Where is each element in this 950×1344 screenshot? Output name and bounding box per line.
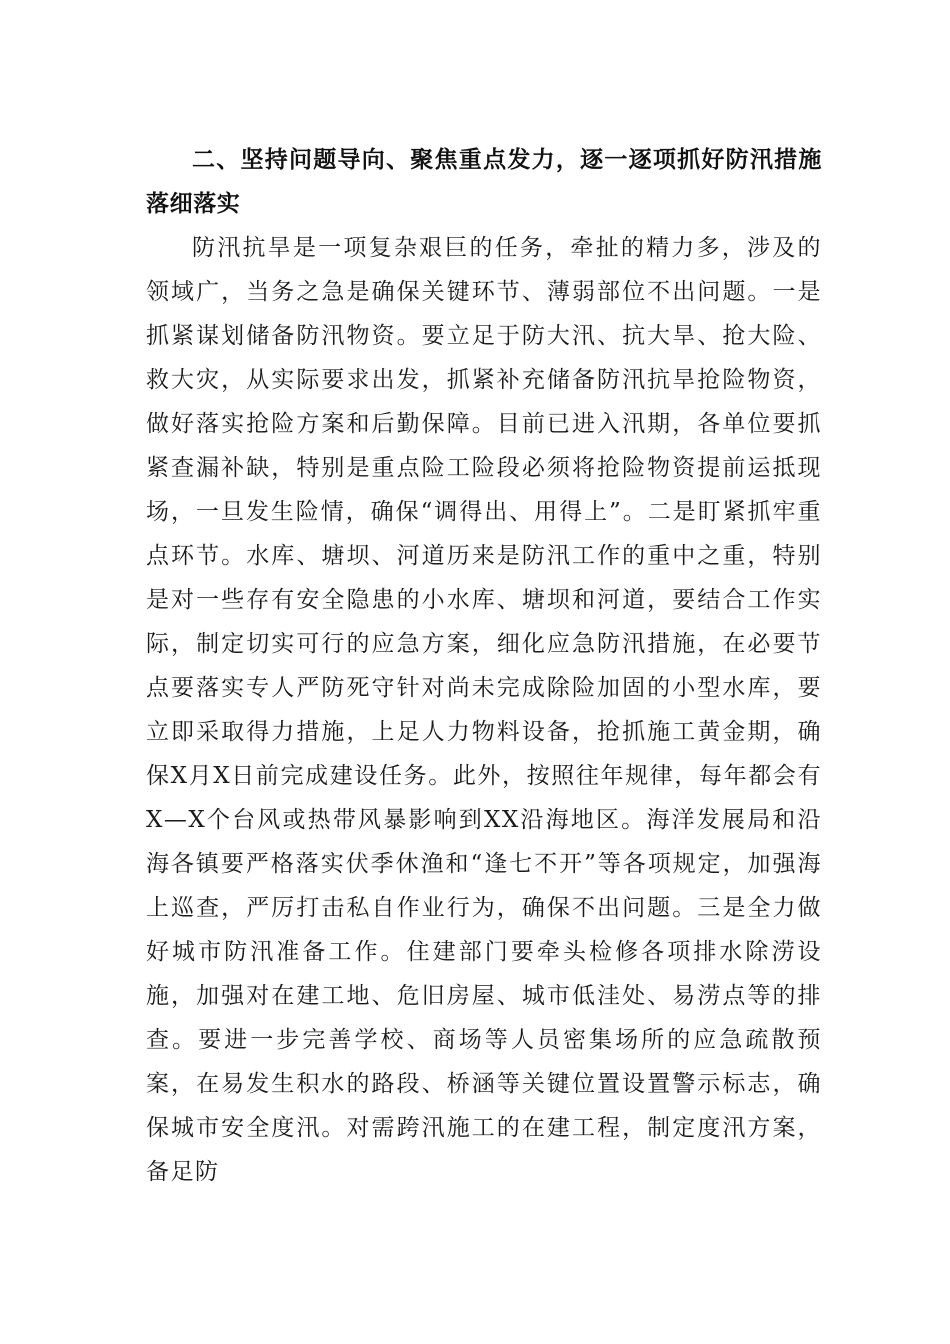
document-body — [146, 138, 822, 1194]
body-paragraph: 防汛抗旱是一项复杂艰巨的任务，牵扯的精力多，涉及的领域广，当务之急是确保关键环节、薄弱部位不出问题。一是抓紧谋划储备防汛物资。要立足于防大汛、抗大旱、抢大险、救大灾，从实际要求出发，抓紧补充储备防汛抗旱抢险物资，做好落实抢险方案和后勤保障。目前已进入汛期，各单位要抓紧查漏补缺，特别是重点险工险段必须将抢险物资提前运抵现场，一旦发生险情，确保“调得出、用得上”。二是盯紧抓牢重点环节。水库、塘坝、河道历来是防汛工作的重中之重，特别是对一些存有安全隐患的小水库、塘坝和河道，要结合工作实际，制定切实可行的应急方案，细化应急防汛措施，在必要节点要落实专人严防死守针对尚未完成除险加固的小型水库，要立即采取得力措施，上足人力物料设备，抢抓施工黄金期，确保X月X日前完成建设任务。此外，按照往年规律，每年都会有X—X个台风或热带风暴影响到XX沿海地区。海洋发展局和沿海各镇要严格落实伏季休渔和“逢七不开”等各项规定，加强海上巡查，严厉打击私自作业行为，确保不出问题。三是全力做好城市防汛准备工作。住建部门要牵头检修各项排水除涝设施，加强对在建工地、危旧房屋、城市低洼处、易涝点等的排查。要进一步完善学校、商场等人员密集场所的应急疏散预案，在易发生积水的路段、桥涵等关键位置设置警示标志，确保城市安全度汛。对需跨汛施工的在建工程，制定度汛方案，备足防 — [146, 235, 822, 1185]
section-heading: 二、坚持问题导向、聚焦重点发力，逐一逐项抓好防汛措施落细落实 — [146, 147, 822, 217]
